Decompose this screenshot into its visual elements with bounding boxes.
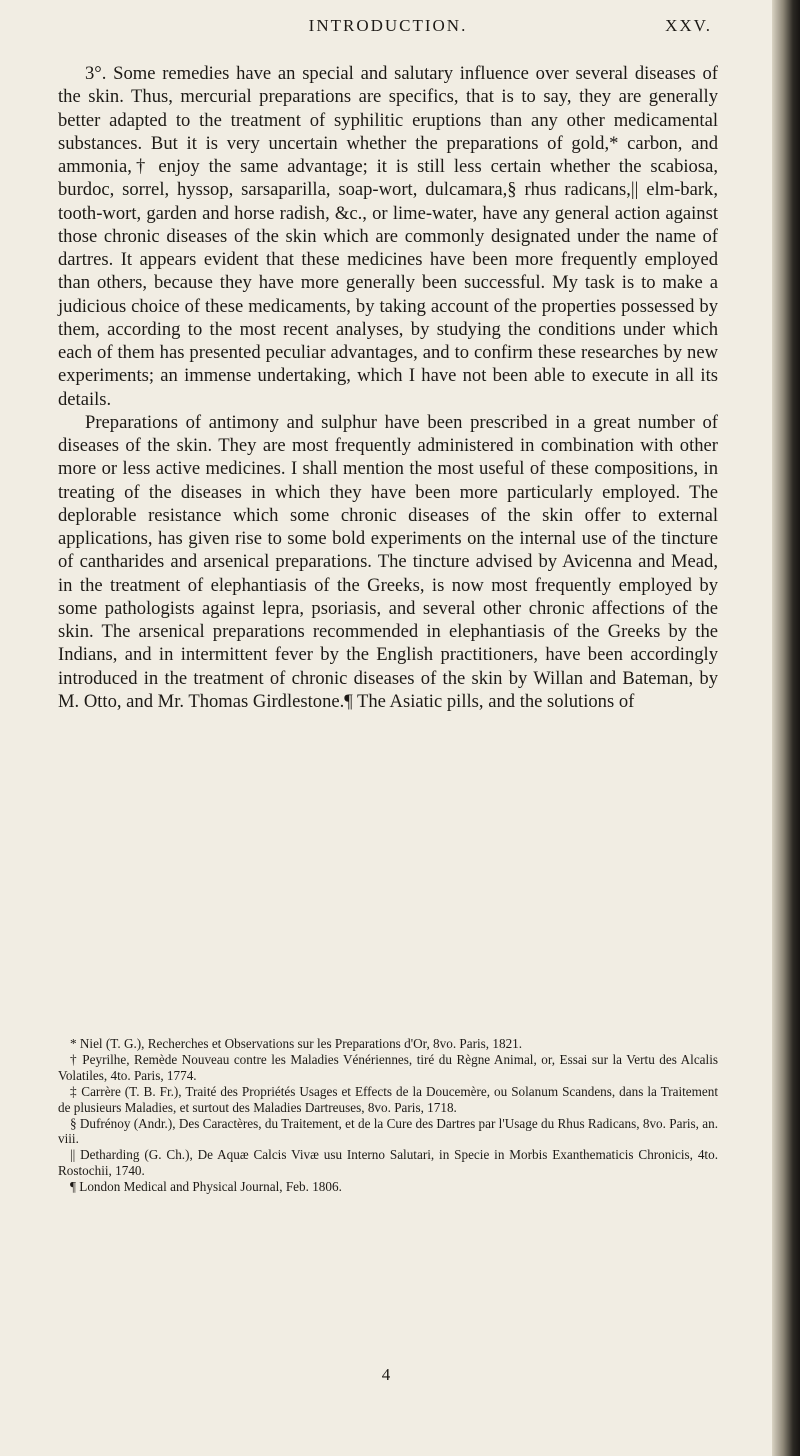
footnote: ¶ London Medical and Physical Journal, Feb. 1806. — [70, 1179, 342, 1195]
footnote: † Peyrilhe, Remède Nouveau contre les Maladies Vénériennes, tiré du Règne Animal, or, Essai sur la Vertu des Alcalis Volatiles, 4to. Paris, 1774. — [58, 1051, 718, 1083]
footnote: || Detharding (G. Ch.), De Aquæ Calcis Vivæ usu Interno Salutari, in Specie in Morbis Exanthematicis Chronicis, 4to. Rostochii, 1740. — [58, 1147, 718, 1179]
page-number: XXV. — [665, 16, 712, 35]
main-text — [58, 62, 718, 713]
footnote: § Dufrénoy (Andr.), Des Caractères, du Traitement, et de la Cure des Dartres par l'Usage du Rhus Radicans, 8vo. Paris, an. viii. — [58, 1115, 718, 1147]
running-head-title: INTRODUCTION. — [308, 16, 468, 35]
signature-mark: 4 — [381, 1365, 391, 1384]
paragraph: Preparations of antimony and sulphur have been prescribed in a great number of diseases of the skin. They are most frequently administered in combination with other more or less active medicines. I shall mention the most useful of these compositions, in treating of the diseases in which they have been more particularly employed. The deplorable resistance which some chronic diseases of the skin offer to external applications, has given rise to some bold experiments on the internal use of the tincture of cantharides and arsenical preparations. The tincture advised by Avicenna and Mead, in the treatment of elephantiasis of the Greeks, is now most frequently employed by some pathologists against lepra, psoriasis, and several other chronic affections of the skin. The arsenical preparations recommended in elephantiasis of the Greeks by the Indians, and in intermittent fever by the English practitioners, have been accordingly introduced in the treatment of chronic diseases of the skin by Willan and Bateman, by M. Otto, and Mr. Thomas Girdlestone.¶ The Asiatic pills, and the solutions of — [58, 411, 718, 712]
paragraph: 3°. Some remedies have an special and salutary influence over several diseases of the skin. Thus, mercurial preparations are specifics, that is to say, they are generally better adapted to the treatment of syphilitic eruptions than any other medicamental substances. But it is very uncertain whether the preparations of gold,* carbon, and ammonia,† enjoy the same advantage; it is still less certain whether the scabiosa, burdoc, sorrel, hyssop, sarsaparilla, soap-wort, dulcamara,§ rhus radicans,|| elm-bark, tooth-wort, garden and horse radish, &c., or lime-water, have any general action against those chronic diseases of the skin which are commonly designated under the name of dartres. It appears evident that these medicines have been more frequently employed than others, because they have more generally been successful. My task is to make a judicious choice of these medicaments, by taking account of the properties possessed by them, according to the most recent analyses, by studying the conditions under which each of them has presented peculiar advantages, and to confirm these researches by new experiments; an immense undertaking, which I have not been able to execute in all its details. — [58, 63, 718, 410]
footnote: ‡ Carrère (T. B. Fr.), Traité des Propriétés Usages et Effects de la Doucemère, ou Solanum Scandens, dans la Traitement de plusieurs Maladies, et surtout des Maladies Dartreuses, 8vo. Paris, 1718. — [58, 1083, 718, 1115]
book-binding-edge — [772, 0, 800, 1456]
footnote: * Niel (T. G.), Recherches et Observations sur les Preparations d'Or, 8vo. Paris, 1821. — [70, 1036, 523, 1051]
running-head — [64, 16, 712, 46]
footnotes — [58, 1036, 718, 1195]
